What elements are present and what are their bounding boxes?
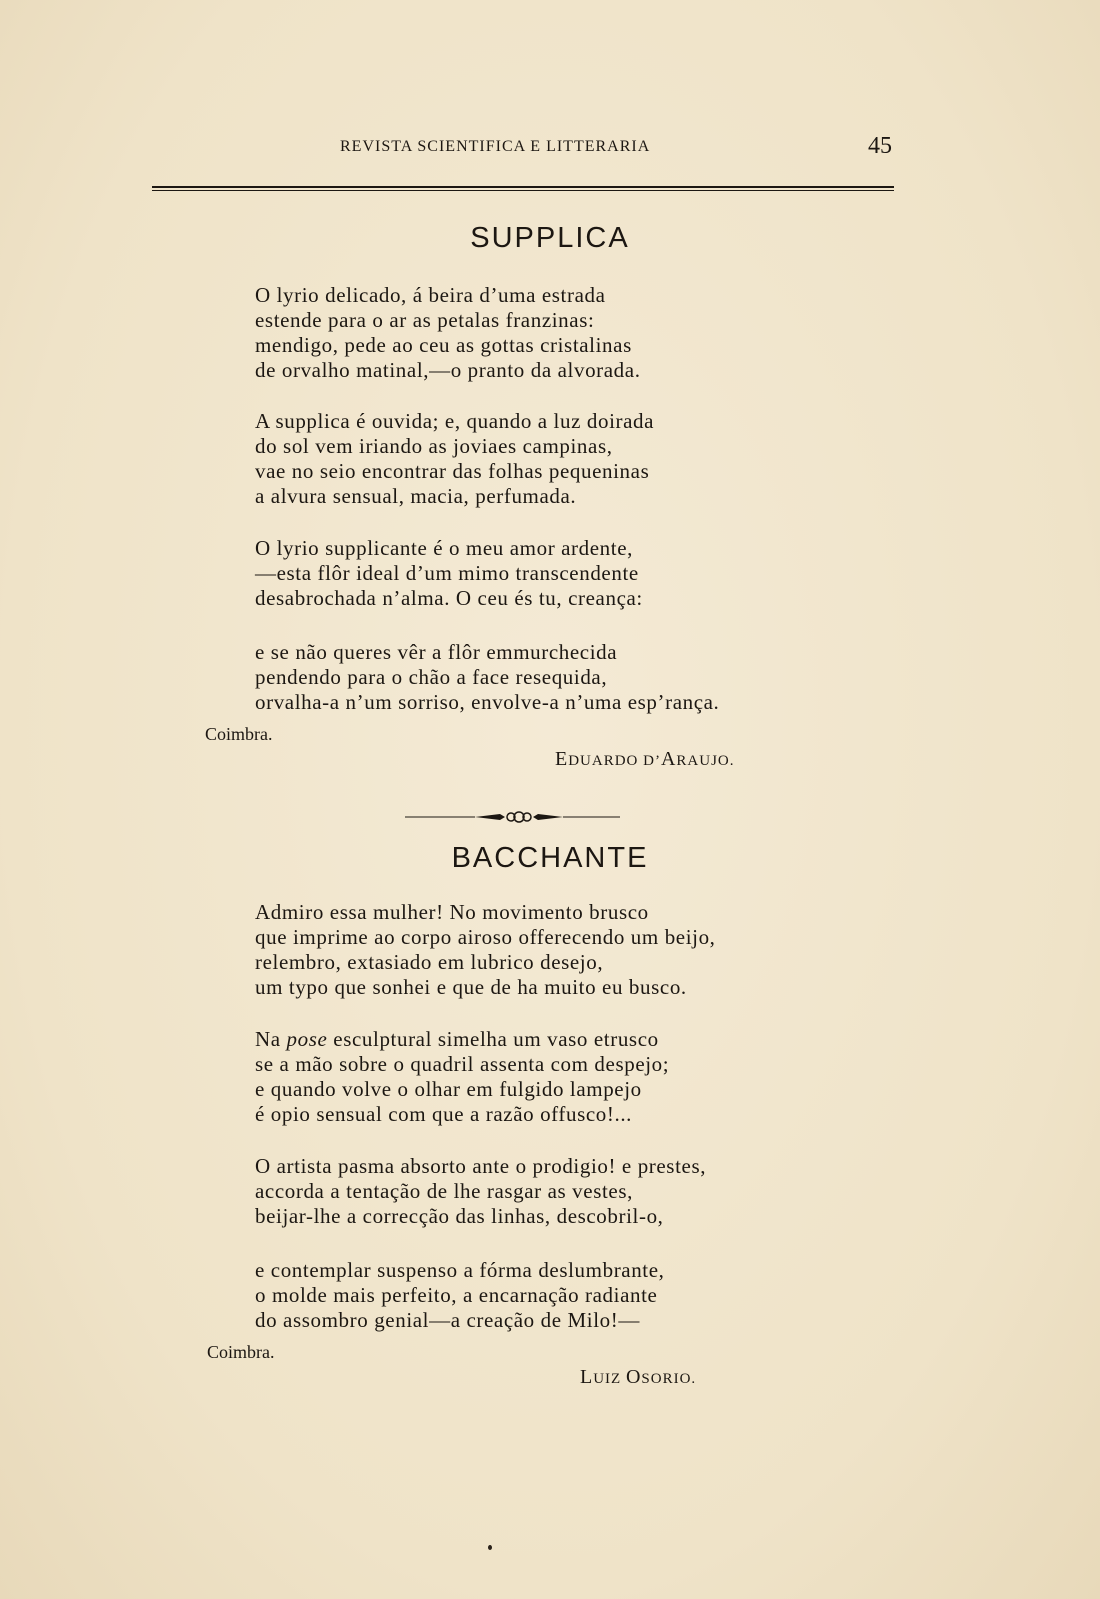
verse-line: a alvura sensual, macia, perfumada. bbox=[255, 484, 577, 508]
page-number: 45 bbox=[868, 133, 892, 159]
place-name: Coimbra. bbox=[205, 724, 273, 744]
signature-smallcaps: UIZ bbox=[593, 1371, 626, 1387]
stanza bbox=[255, 1258, 665, 1333]
stanza bbox=[255, 900, 716, 1000]
italic-word: pose bbox=[286, 1027, 328, 1051]
signature-initial: L bbox=[580, 1366, 594, 1388]
author-signature bbox=[555, 748, 735, 771]
verse-line: desabrochada n’alma. O ceu és tu, creança: bbox=[255, 586, 643, 610]
verse-line: e quando volve o olhar em fulgido lampejo bbox=[255, 1077, 642, 1101]
verse-line: do sol vem iriando as joviaes campinas, bbox=[255, 434, 613, 458]
verse-line: o molde mais perfeito, a encarnação radiante bbox=[255, 1283, 658, 1307]
running-header bbox=[0, 133, 1100, 163]
poem-title-bacchante: BACCHANTE bbox=[451, 842, 649, 874]
signature-initial: E bbox=[555, 748, 569, 770]
stanza bbox=[255, 1154, 706, 1229]
verse-line: A supplica é ouvida; e, quando a luz doirada bbox=[255, 409, 655, 433]
verse-line: é opio sensual com que a razão offusco!... bbox=[255, 1102, 633, 1126]
verse-line: Na pose esculptural simelha um vaso etrusco bbox=[255, 1027, 659, 1051]
poem-title-supplica: SUPPLICA bbox=[470, 222, 630, 254]
place-name: Coimbra. bbox=[207, 1342, 275, 1362]
verse-line: e contemplar suspenso a fórma deslumbrante, bbox=[255, 1258, 665, 1282]
header-rule-thick bbox=[152, 186, 894, 188]
stanza bbox=[255, 409, 654, 509]
signature-smallcaps: DUARDO D’ bbox=[568, 753, 661, 769]
verse-line: do assombro genial—a creação de Milo!— bbox=[255, 1308, 640, 1332]
fleuron-rule-icon bbox=[405, 810, 630, 824]
stanza bbox=[255, 283, 641, 383]
stanza bbox=[255, 1027, 669, 1127]
verse-line: e se não queres vêr a flôr emmurchecida bbox=[255, 640, 618, 664]
stanza bbox=[255, 536, 643, 611]
ink-speck bbox=[488, 1545, 492, 1550]
verse-line: estende para o ar as petalas franzinas: bbox=[255, 308, 595, 332]
verse-line: accorda a tentação de lhe rasgar as vestes, bbox=[255, 1179, 633, 1203]
verse-line: O lyrio delicado, á beira d’uma estrada bbox=[255, 283, 606, 307]
stanza bbox=[255, 640, 719, 715]
verse-line: O lyrio supplicante é o meu amor ardente, bbox=[255, 536, 633, 560]
signature-smallcaps: SORIO. bbox=[641, 1371, 697, 1387]
verse-line: pendendo para o chão a face resequida, bbox=[255, 665, 608, 689]
verse-line: Admiro essa mulher! No movimento brusco bbox=[255, 900, 649, 924]
verse-line: —esta flôr ideal d’um mimo transcendente bbox=[255, 561, 639, 585]
signature-initial: O bbox=[625, 1366, 642, 1388]
verse-line: que imprime ao corpo airoso offerecendo um beijo, bbox=[255, 925, 716, 949]
verse-line: se a mão sobre o quadril assenta com despejo; bbox=[255, 1052, 670, 1076]
verse-line: mendigo, pede ao ceu as gottas cristalinas bbox=[255, 333, 632, 357]
signature-smallcaps: RAUJO. bbox=[676, 753, 735, 769]
verse-line: O artista pasma absorto ante o prodigio! e prestes, bbox=[255, 1154, 707, 1178]
signature-initial: A bbox=[660, 748, 677, 770]
verse-line: um typo que sonhei e que de ha muito eu busco. bbox=[255, 975, 687, 999]
verse-line: relembro, extasiado em lubrico desejo, bbox=[255, 950, 604, 974]
verse-line: de orvalho matinal,—o pranto da alvorada. bbox=[255, 358, 641, 382]
verse-line: vae no seio encontrar das folhas pequeninas bbox=[255, 459, 650, 483]
author-signature bbox=[580, 1366, 696, 1389]
verse-line: beijar-lhe a correcção das linhas, descobril-o, bbox=[255, 1204, 664, 1228]
running-title: REVISTA SCIENTIFICA E LITTERARIA bbox=[340, 138, 651, 155]
header-rule-thin bbox=[152, 190, 894, 191]
verse-line: orvalha-a n’um sorriso, envolve-a n’uma esp’rança. bbox=[255, 690, 720, 714]
